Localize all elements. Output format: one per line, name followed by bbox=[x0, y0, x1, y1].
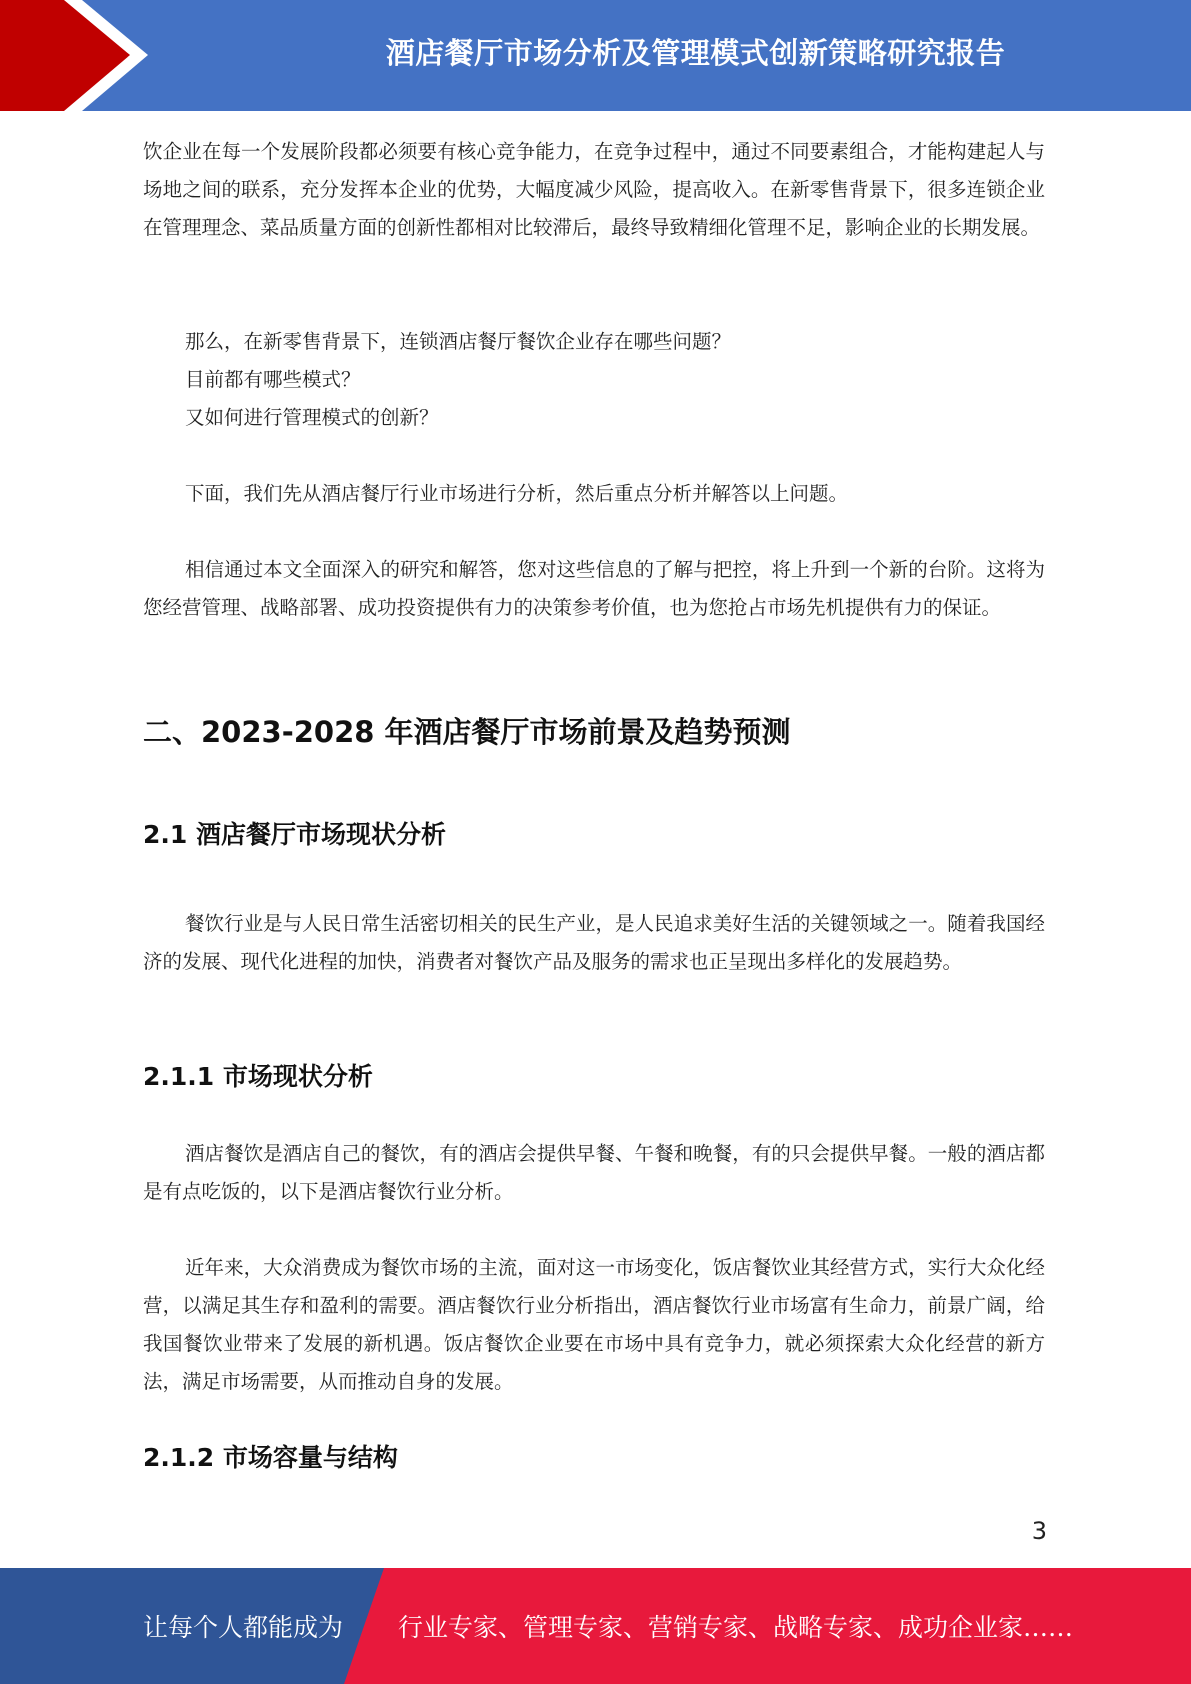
question-item: 又如何进行管理模式的创新？ bbox=[185, 406, 439, 429]
page-number: 3 bbox=[1031, 1517, 1047, 1545]
section-2-1-1-body-2 bbox=[143, 1249, 1045, 1401]
trust-paragraph-block bbox=[143, 551, 1045, 627]
footer-slogan-right: 行业专家、管理专家、营销专家、战略专家、成功企业家…… bbox=[398, 1613, 1074, 1642]
next-paragraph: 下面，我们先从酒店餐厅行业市场进行分析，然后重点分析并解答以上问题。 bbox=[185, 482, 849, 505]
section-2-1-1-body-1 bbox=[143, 1135, 1045, 1211]
section-2-1-2-heading: 2.1.2 市场容量与结构 bbox=[143, 1443, 398, 1472]
intro-paragraph: 饮企业在每一个发展阶段都必须要有核心竞争能力，在竞争过程中，通过不同要素组合，才能构建起人与场地之间的联系，充分发挥本企业的优势，大幅度减少风险，提高收入。在新零售背景下，很多连锁企业在管理理念、菜品质量方面的创新性都相对比较滞后，最终导致精细化管理不足，影响企业的长期发展。 bbox=[143, 140, 1045, 239]
section-2-1-1-heading: 2.1.1 市场现状分析 bbox=[143, 1062, 373, 1091]
section-2-1-1-paragraph-2: 近年来，大众消费成为餐饮市场的主流，面对这一市场变化，饭店餐饮业其经营方式，实行大众化经营，以满足其生存和盈利的需要。酒店餐饮行业分析指出，酒店餐饮行业市场富有生命力，前景广阔，给我国餐饮业带来了发展的新机遇。饭店餐饮企业要在市场中具有竞争力，就必须探索大众化经营的新方法，满足市场需要，从而推动自身的发展。 bbox=[143, 1256, 1045, 1393]
questions-list bbox=[143, 323, 1045, 437]
trust-paragraph: 相信通过本文全面深入的研究和解答，您对这些信息的了解与把控，将上升到一个新的台阶。这将为您经营管理、战略部署、成功投资提供有力的决策参考价值，也为您抢占市场先机提供有力的保证。 bbox=[143, 558, 1045, 619]
section-2-1-heading: 2.1 酒店餐厅市场现状分析 bbox=[143, 820, 446, 849]
page-footer bbox=[0, 1568, 1191, 1684]
intro-section bbox=[143, 133, 1045, 247]
question-item: 那么，在新零售背景下，连锁酒店餐厅餐饮企业存在哪些问题？ bbox=[185, 330, 732, 353]
section-2-heading: 二、2023-2028 年酒店餐厅市场前景及趋势预测 bbox=[143, 715, 791, 749]
next-paragraph-block bbox=[143, 475, 1045, 513]
page-header bbox=[0, 0, 1191, 111]
question-item: 目前都有哪些模式？ bbox=[185, 368, 361, 391]
section-2-1-1-paragraph-1: 酒店餐饮是酒店自己的餐饮，有的酒店会提供早餐、午餐和晚餐，有的只会提供早餐。一般的酒店都是有点吃饭的，以下是酒店餐饮行业分析。 bbox=[143, 1142, 1045, 1203]
footer-slogan-left: 让每个人都能成为 bbox=[143, 1613, 344, 1642]
report-title: 酒店餐厅市场分析及管理模式创新策略研究报告 bbox=[385, 35, 1006, 70]
section-2-1-paragraph: 餐饮行业是与人民日常生活密切相关的民生产业，是人民追求美好生活的关键领域之一。随着我国经济的发展、现代化进程的加快，消费者对餐饮产品及服务的需求也正呈现出多样化的发展趋势。 bbox=[143, 912, 1045, 973]
section-2-1-body bbox=[143, 905, 1045, 981]
